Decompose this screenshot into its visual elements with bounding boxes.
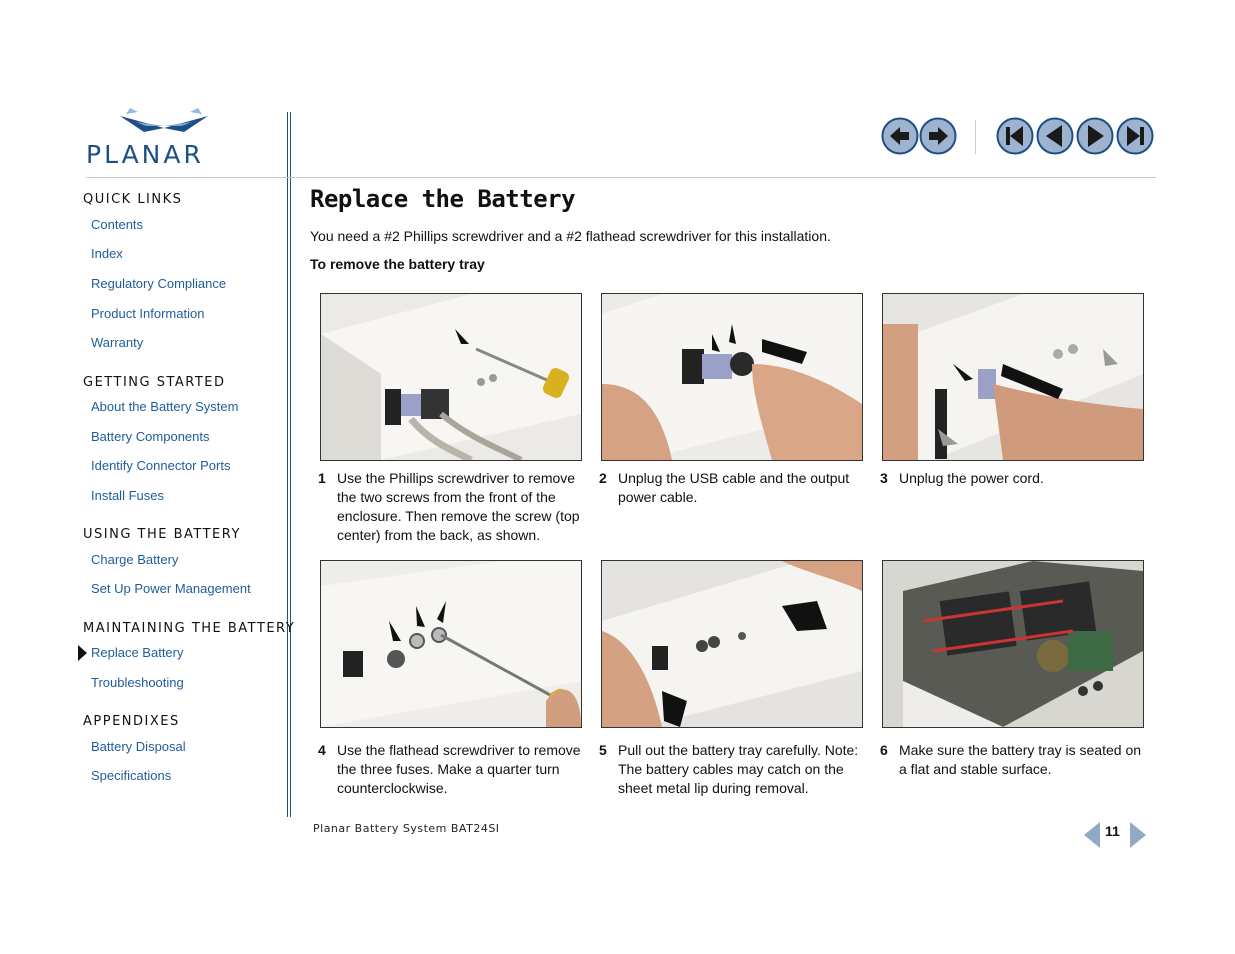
step-number: 1 [318, 470, 326, 486]
procedure-heading: To remove the battery tray [310, 256, 485, 272]
sidebar-link-set-up-power-management[interactable]: Set Up Power Management [91, 581, 251, 596]
intro-paragraph: You need a #2 Phillips screwdriver and a #2 flathead screwdriver for this installation. [310, 228, 831, 244]
sidebar-link-warranty[interactable]: Warranty [91, 335, 144, 350]
sidebar-link-battery-disposal[interactable]: Battery Disposal [91, 739, 186, 754]
sidebar-link-product-information[interactable]: Product Information [91, 306, 205, 321]
back-button[interactable] [881, 117, 919, 155]
step-number: 6 [880, 742, 888, 758]
sidebar-divider-line [287, 112, 288, 817]
page-number: 11 [1105, 823, 1120, 839]
document-title: Planar Battery System BAT24SI [313, 822, 500, 835]
header-divider [86, 177, 1156, 178]
step-2-photo [601, 293, 863, 461]
step-number: 3 [880, 470, 888, 486]
sidebar-section-maintaining-the-battery: MAINTAINING THE BATTERY [83, 621, 296, 636]
sidebar-link-troubleshooting[interactable]: Troubleshooting [91, 675, 184, 690]
last-page-button[interactable] [1116, 117, 1154, 155]
step-number: 2 [599, 470, 607, 486]
step-4-photo [320, 560, 582, 728]
sidebar-section-quick-links: QUICK LINKS [83, 192, 183, 207]
sidebar-link-install-fuses[interactable]: Install Fuses [91, 488, 164, 503]
step-3-photo [882, 293, 1144, 461]
next-page-button[interactable] [1076, 117, 1114, 155]
sidebar-divider-line [290, 112, 291, 817]
previous-page-button[interactable] [1036, 117, 1074, 155]
step-text: Make sure the battery tray is seated on a flat and stable surface. [899, 742, 1142, 777]
step-text: Use the flathead screwdriver to remove the three fuses. Make a quarter turn counterclockwise. [337, 742, 581, 796]
step-1-photo [320, 293, 582, 461]
sidebar-link-charge-battery[interactable]: Charge Battery [91, 552, 179, 567]
sidebar-link-identify-connector-ports[interactable]: Identify Connector Ports [91, 458, 231, 473]
step-6-photo [882, 560, 1144, 728]
toolbar-separator [975, 120, 976, 154]
step-text: Use the Phillips screwdriver to remove the two screws from the front of the enclosure. Then remove the screw (top center) from the back, as shown. [337, 470, 580, 543]
sidebar-link-battery-components[interactable]: Battery Components [91, 429, 210, 444]
sidebar-link-regulatory-compliance[interactable]: Regulatory Compliance [91, 276, 227, 291]
planar-logo-mark [86, 106, 242, 142]
forward-button[interactable] [919, 117, 957, 155]
current-page-marker-icon [78, 645, 87, 661]
sidebar-link-index[interactable]: Index [91, 246, 123, 261]
page-title: Replace the Battery [310, 185, 576, 213]
step-text: Pull out the battery tray carefully. Note: The battery cables may catch on the sheet metal lip during removal. [618, 742, 859, 796]
sidebar-link-replace-battery[interactable]: Replace Battery [91, 645, 184, 660]
sidebar-link-about-battery-system[interactable]: About the Battery System [91, 399, 239, 414]
step-text: Unplug the power cord. [899, 470, 1044, 486]
first-page-button[interactable] [996, 117, 1034, 155]
planar-logo-text: PLANAR [86, 140, 204, 169]
next-page-arrow-icon[interactable] [1130, 822, 1146, 848]
sidebar-link-contents[interactable]: Contents [91, 217, 144, 232]
previous-page-arrow-icon[interactable] [1084, 822, 1100, 848]
step-5-photo [601, 560, 863, 728]
step-number: 5 [599, 742, 607, 758]
sidebar-section-appendixes: APPENDIXES [83, 714, 180, 729]
planar-logo [86, 106, 242, 170]
step-text: Unplug the USB cable and the output power cable. [618, 470, 850, 505]
sidebar-link-specifications[interactable]: Specifications [91, 768, 172, 783]
step-number: 4 [318, 742, 326, 758]
sidebar-section-using-the-battery: USING THE BATTERY [83, 527, 241, 542]
sidebar-section-getting-started: GETTING STARTED [83, 375, 226, 390]
